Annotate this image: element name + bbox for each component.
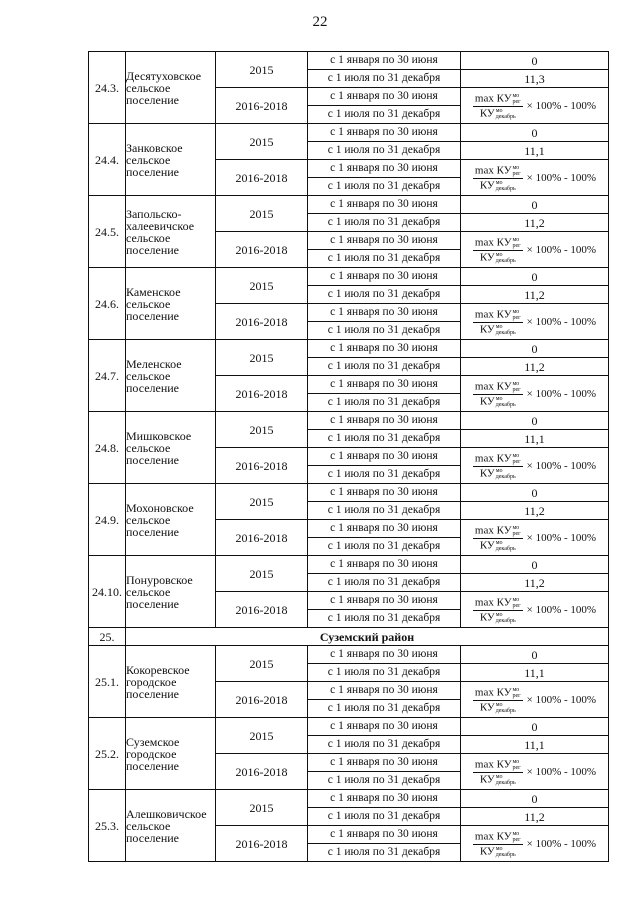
formula-denominator-base: КУ <box>479 611 495 624</box>
formula-numerator-sub: рег <box>512 314 521 321</box>
formula-denominator-base: КУ <box>479 845 495 858</box>
formula-numerator-indices <box>513 165 521 177</box>
formula-fraction <box>473 525 523 552</box>
formula-denominator-base: КУ <box>479 701 495 714</box>
settlement-number: 24.4. <box>89 124 126 196</box>
period-cell: с 1 июля по 31 декабря <box>308 250 461 268</box>
formula-denominator-indices <box>496 846 516 858</box>
formula-cell <box>461 520 609 556</box>
region-row <box>89 628 609 646</box>
formula-tail: × 100% - 100% <box>526 99 597 112</box>
value-cell: 11,2 <box>461 574 609 592</box>
value-cell: 0 <box>461 52 609 70</box>
region-number: 25. <box>89 628 126 646</box>
formula-numerator-prefix: max КУ <box>474 686 512 699</box>
period-cell: с 1 июля по 31 декабря <box>308 142 461 160</box>
period-cell: с 1 января по 30 июня <box>308 124 461 142</box>
year-cell: 2016-2018 <box>216 754 308 790</box>
formula-denominator-sub: декабрь <box>495 473 516 480</box>
period-cell: с 1 января по 30 июня <box>308 520 461 538</box>
period-cell: с 1 июля по 31 декабря <box>308 322 461 340</box>
settlement-row <box>89 340 609 358</box>
period-cell: с 1 января по 30 июня <box>308 826 461 844</box>
formula-cell <box>461 160 609 196</box>
formula-denominator <box>478 467 518 480</box>
year-cell: 2015 <box>216 196 308 232</box>
settlement-name: Каменское сельское поселение <box>126 268 216 340</box>
value-cell: 0 <box>461 790 609 808</box>
formula-numerator-sup: мо <box>512 164 520 171</box>
settlement-row <box>89 268 609 286</box>
settlement-number: 24.7. <box>89 340 126 412</box>
period-cell: с 1 января по 30 июня <box>308 754 461 772</box>
formula-denominator-indices <box>496 468 516 480</box>
settlement-row <box>89 124 609 142</box>
settlement-row <box>89 790 609 808</box>
formula-denominator-indices <box>496 774 516 786</box>
settlement-row <box>89 718 609 736</box>
settlement-number: 24.6. <box>89 268 126 340</box>
year-cell: 2016-2018 <box>216 160 308 196</box>
period-cell: с 1 января по 30 июня <box>308 52 461 70</box>
period-cell: с 1 июля по 31 декабря <box>308 610 461 628</box>
year-cell: 2015 <box>216 718 308 754</box>
rate-formula <box>473 687 596 714</box>
settlement-number: 24.3. <box>89 52 126 124</box>
rate-formula <box>473 525 596 552</box>
formula-numerator <box>473 687 523 701</box>
formula-denominator-sub: декабрь <box>495 113 516 120</box>
formula-numerator <box>473 93 523 107</box>
period-cell: с 1 января по 30 июня <box>308 160 461 178</box>
value-cell: 0 <box>461 556 609 574</box>
formula-tail: × 100% - 100% <box>526 243 597 256</box>
period-cell: с 1 июля по 31 декабря <box>308 70 461 88</box>
formula-numerator-sub: рег <box>512 692 521 699</box>
settlement-name: Суземское городское поселение <box>126 718 216 790</box>
formula-numerator-indices <box>513 237 521 249</box>
formula-cell <box>461 592 609 628</box>
formula-denominator-indices <box>496 180 516 192</box>
period-cell: с 1 июля по 31 декабря <box>308 358 461 376</box>
value-cell: 0 <box>461 412 609 430</box>
value-cell: 11,2 <box>461 502 609 520</box>
formula-numerator <box>473 381 523 395</box>
formula-numerator <box>473 597 523 611</box>
formula-numerator-sub: рег <box>512 98 521 105</box>
value-cell: 0 <box>461 646 609 664</box>
rate-formula <box>473 759 596 786</box>
year-cell: 2016-2018 <box>216 826 308 862</box>
formula-numerator-sub: рег <box>512 242 521 249</box>
period-cell: с 1 июля по 31 декабря <box>308 538 461 556</box>
rate-formula <box>473 831 596 858</box>
period-cell: с 1 января по 30 июня <box>308 682 461 700</box>
tariff-table <box>88 51 609 862</box>
formula-cell <box>461 682 609 718</box>
value-cell: 0 <box>461 268 609 286</box>
formula-denominator-base: КУ <box>479 773 495 786</box>
formula-denominator-sub: декабрь <box>495 707 516 714</box>
formula-numerator-sub: рег <box>512 764 521 771</box>
period-cell: с 1 июля по 31 декабря <box>308 700 461 718</box>
settlement-name: Занковское сельское поселение <box>126 124 216 196</box>
settlement-number: 24.10. <box>89 556 126 628</box>
formula-denominator <box>478 107 518 120</box>
settlement-row <box>89 52 609 70</box>
formula-denominator-indices <box>496 702 516 714</box>
settlement-number: 24.8. <box>89 412 126 484</box>
value-cell: 11,1 <box>461 142 609 160</box>
formula-denominator-indices <box>496 540 516 552</box>
value-cell: 11,2 <box>461 808 609 826</box>
formula-denominator-sub: декабрь <box>495 545 516 552</box>
formula-denominator-base: КУ <box>479 323 495 336</box>
formula-numerator <box>473 831 523 845</box>
settlement-number: 24.9. <box>89 484 126 556</box>
formula-tail: × 100% - 100% <box>526 315 597 328</box>
settlement-name: Понуровское сельское поселение <box>126 556 216 628</box>
settlement-number: 24.5. <box>89 196 126 268</box>
rate-formula <box>473 309 596 336</box>
formula-numerator-indices <box>513 687 521 699</box>
rate-formula <box>473 93 596 120</box>
settlement-name: Алешковичское сельское поселение <box>126 790 216 862</box>
formula-fraction <box>473 759 523 786</box>
formula-numerator-sup: мо <box>512 236 520 243</box>
formula-fraction <box>473 237 523 264</box>
value-cell: 0 <box>461 340 609 358</box>
formula-denominator-base: КУ <box>479 251 495 264</box>
formula-numerator <box>473 237 523 251</box>
formula-cell <box>461 88 609 124</box>
period-cell: с 1 января по 30 июня <box>308 448 461 466</box>
rate-formula <box>473 237 596 264</box>
page-number: 22 <box>312 14 328 30</box>
year-cell: 2016-2018 <box>216 376 308 412</box>
formula-denominator <box>478 611 518 624</box>
period-cell: с 1 января по 30 июня <box>308 556 461 574</box>
formula-tail: × 100% - 100% <box>526 603 597 616</box>
formula-denominator-base: КУ <box>479 179 495 192</box>
settlement-number: 25.1. <box>89 646 126 718</box>
formula-fraction <box>473 93 523 120</box>
formula-cell <box>461 232 609 268</box>
year-cell: 2015 <box>216 340 308 376</box>
value-cell: 11,2 <box>461 358 609 376</box>
period-cell: с 1 января по 30 июня <box>308 484 461 502</box>
formula-denominator-sup: мо <box>495 251 503 258</box>
year-cell: 2015 <box>216 268 308 304</box>
formula-fraction <box>473 597 523 624</box>
formula-denominator <box>478 845 518 858</box>
year-cell: 2015 <box>216 412 308 448</box>
formula-fraction <box>473 309 523 336</box>
formula-numerator-prefix: max КУ <box>474 92 512 105</box>
formula-denominator-sub: декабрь <box>495 329 516 336</box>
value-cell: 11,1 <box>461 736 609 754</box>
formula-numerator-prefix: max КУ <box>474 380 512 393</box>
formula-denominator <box>478 773 518 786</box>
period-cell: с 1 января по 30 июня <box>308 718 461 736</box>
formula-numerator-sup: мо <box>512 830 520 837</box>
formula-denominator-sup: мо <box>495 323 503 330</box>
formula-denominator-sub: декабрь <box>495 185 516 192</box>
value-cell: 11,3 <box>461 70 609 88</box>
settlement-number: 25.2. <box>89 718 126 790</box>
formula-tail: × 100% - 100% <box>526 837 597 850</box>
formula-denominator-sup: мо <box>495 467 503 474</box>
formula-denominator-sup: мо <box>495 773 503 780</box>
formula-numerator-sub: рег <box>512 530 521 537</box>
formula-tail: × 100% - 100% <box>526 387 597 400</box>
formula-numerator-sup: мо <box>512 380 520 387</box>
rate-formula <box>473 381 596 408</box>
formula-denominator-sup: мо <box>495 701 503 708</box>
year-cell: 2015 <box>216 790 308 826</box>
rate-formula <box>473 165 596 192</box>
year-cell: 2016-2018 <box>216 304 308 340</box>
formula-cell <box>461 754 609 790</box>
formula-numerator <box>473 309 523 323</box>
formula-tail: × 100% - 100% <box>526 171 597 184</box>
period-cell: с 1 июля по 31 декабря <box>308 844 461 862</box>
formula-tail: × 100% - 100% <box>526 765 597 778</box>
year-cell: 2016-2018 <box>216 88 308 124</box>
year-cell: 2015 <box>216 52 308 88</box>
period-cell: с 1 июля по 31 декабря <box>308 574 461 592</box>
period-cell: с 1 июля по 31 декабря <box>308 394 461 412</box>
formula-denominator-base: КУ <box>479 107 495 120</box>
formula-tail: × 100% - 100% <box>526 693 597 706</box>
settlement-row <box>89 412 609 430</box>
formula-numerator-prefix: max КУ <box>474 830 512 843</box>
settlement-row <box>89 196 609 214</box>
formula-fraction <box>473 831 523 858</box>
period-cell: с 1 июля по 31 декабря <box>308 664 461 682</box>
settlement-name: Запольско-халеевичское сельское поселение <box>126 196 216 268</box>
formula-tail: × 100% - 100% <box>526 531 597 544</box>
formula-numerator-indices <box>513 381 521 393</box>
period-cell: с 1 января по 30 июня <box>308 232 461 250</box>
settlement-name: Десятуховское сельское поселение <box>126 52 216 124</box>
formula-numerator-sup: мо <box>512 686 520 693</box>
formula-denominator-indices <box>496 612 516 624</box>
value-cell: 0 <box>461 484 609 502</box>
value-cell: 11,2 <box>461 214 609 232</box>
settlement-name: Мишковское сельское поселение <box>126 412 216 484</box>
period-cell: с 1 июля по 31 декабря <box>308 502 461 520</box>
formula-numerator-indices <box>513 309 521 321</box>
formula-numerator-sup: мо <box>512 452 520 459</box>
value-cell: 11,1 <box>461 430 609 448</box>
period-cell: с 1 января по 30 июня <box>308 268 461 286</box>
formula-numerator-indices <box>513 597 521 609</box>
formula-denominator-indices <box>496 252 516 264</box>
settlement-name: Мохоновское сельское поселение <box>126 484 216 556</box>
period-cell: с 1 января по 30 июня <box>308 196 461 214</box>
year-cell: 2015 <box>216 646 308 682</box>
period-cell: с 1 июля по 31 декабря <box>308 178 461 196</box>
value-cell: 0 <box>461 196 609 214</box>
formula-numerator-indices <box>513 525 521 537</box>
formula-numerator-prefix: max КУ <box>474 758 512 771</box>
settlement-number: 25.3. <box>89 790 126 862</box>
year-cell: 2016-2018 <box>216 448 308 484</box>
formula-numerator-indices <box>513 759 521 771</box>
formula-denominator-base: КУ <box>479 539 495 552</box>
formula-denominator <box>478 323 518 336</box>
formula-tail: × 100% - 100% <box>526 459 597 472</box>
year-cell: 2015 <box>216 124 308 160</box>
period-cell: с 1 января по 30 июня <box>308 376 461 394</box>
formula-numerator-prefix: max КУ <box>474 452 512 465</box>
period-cell: с 1 января по 30 июня <box>308 592 461 610</box>
rate-formula <box>473 453 596 480</box>
formula-denominator-sup: мо <box>495 395 503 402</box>
formula-cell <box>461 304 609 340</box>
period-cell: с 1 января по 30 июня <box>308 340 461 358</box>
period-cell: с 1 января по 30 июня <box>308 304 461 322</box>
formula-numerator-sub: рег <box>512 458 521 465</box>
settlement-name: Кокоревское городское поселение <box>126 646 216 718</box>
formula-denominator-sub: декабрь <box>495 851 516 858</box>
formula-cell <box>461 448 609 484</box>
period-cell: с 1 января по 30 июня <box>308 646 461 664</box>
formula-denominator-indices <box>496 324 516 336</box>
formula-denominator <box>478 251 518 264</box>
formula-denominator-sub: декабрь <box>495 401 516 408</box>
formula-numerator-prefix: max КУ <box>474 308 512 321</box>
formula-denominator-sup: мо <box>495 179 503 186</box>
formula-numerator-indices <box>513 831 521 843</box>
year-cell: 2016-2018 <box>216 520 308 556</box>
formula-cell <box>461 826 609 862</box>
formula-denominator-indices <box>496 108 516 120</box>
formula-denominator <box>478 701 518 714</box>
period-cell: с 1 июля по 31 декабря <box>308 736 461 754</box>
formula-numerator <box>473 165 523 179</box>
period-cell: с 1 июля по 31 декабря <box>308 808 461 826</box>
formula-numerator-prefix: max КУ <box>474 524 512 537</box>
formula-denominator <box>478 539 518 552</box>
year-cell: 2016-2018 <box>216 592 308 628</box>
rate-formula <box>473 597 596 624</box>
period-cell: с 1 июля по 31 декабря <box>308 214 461 232</box>
year-cell: 2015 <box>216 556 308 592</box>
year-cell: 2015 <box>216 484 308 520</box>
settlement-row <box>89 484 609 502</box>
formula-numerator-sub: рег <box>512 836 521 843</box>
settlement-name: Меленское сельское поселение <box>126 340 216 412</box>
formula-numerator-sup: мо <box>512 596 520 603</box>
formula-denominator-base: КУ <box>479 395 495 408</box>
formula-denominator-base: КУ <box>479 467 495 480</box>
formula-numerator-indices <box>513 93 521 105</box>
value-cell: 11,2 <box>461 286 609 304</box>
period-cell: с 1 июля по 31 декабря <box>308 430 461 448</box>
formula-numerator-indices <box>513 453 521 465</box>
settlement-row <box>89 556 609 574</box>
formula-denominator-indices <box>496 396 516 408</box>
formula-denominator-sup: мо <box>495 107 503 114</box>
formula-denominator-sup: мо <box>495 845 503 852</box>
formula-numerator-prefix: max КУ <box>474 236 512 249</box>
year-cell: 2016-2018 <box>216 682 308 718</box>
formula-fraction <box>473 381 523 408</box>
period-cell: с 1 июля по 31 декабря <box>308 286 461 304</box>
value-cell: 11,1 <box>461 664 609 682</box>
region-name: Суземский район <box>126 628 609 646</box>
period-cell: с 1 июля по 31 декабря <box>308 106 461 124</box>
formula-numerator-sub: рег <box>512 170 521 177</box>
formula-numerator-prefix: max КУ <box>474 164 512 177</box>
formula-fraction <box>473 453 523 480</box>
period-cell: с 1 января по 30 июня <box>308 88 461 106</box>
formula-denominator-sup: мо <box>495 611 503 618</box>
formula-denominator-sup: мо <box>495 539 503 546</box>
formula-numerator-sup: мо <box>512 92 520 99</box>
formula-numerator <box>473 525 523 539</box>
value-cell: 0 <box>461 718 609 736</box>
formula-fraction <box>473 165 523 192</box>
formula-numerator <box>473 759 523 773</box>
period-cell: с 1 января по 30 июня <box>308 790 461 808</box>
period-cell: с 1 января по 30 июня <box>308 412 461 430</box>
formula-numerator-prefix: max КУ <box>474 596 512 609</box>
period-cell: с 1 июля по 31 декабря <box>308 772 461 790</box>
formula-numerator <box>473 453 523 467</box>
value-cell: 0 <box>461 124 609 142</box>
formula-denominator-sub: декабрь <box>495 257 516 264</box>
formula-numerator-sub: рег <box>512 386 521 393</box>
period-cell: с 1 июля по 31 декабря <box>308 466 461 484</box>
settlement-row <box>89 646 609 664</box>
formula-numerator-sub: рег <box>512 602 521 609</box>
year-cell: 2016-2018 <box>216 232 308 268</box>
formula-cell <box>461 376 609 412</box>
formula-denominator-sub: декабрь <box>495 779 516 786</box>
formula-denominator <box>478 395 518 408</box>
formula-fraction <box>473 687 523 714</box>
formula-denominator <box>478 179 518 192</box>
formula-denominator-sub: декабрь <box>495 617 516 624</box>
formula-numerator-sup: мо <box>512 308 520 315</box>
formula-numerator-sup: мо <box>512 758 520 765</box>
formula-numerator-sup: мо <box>512 524 520 531</box>
